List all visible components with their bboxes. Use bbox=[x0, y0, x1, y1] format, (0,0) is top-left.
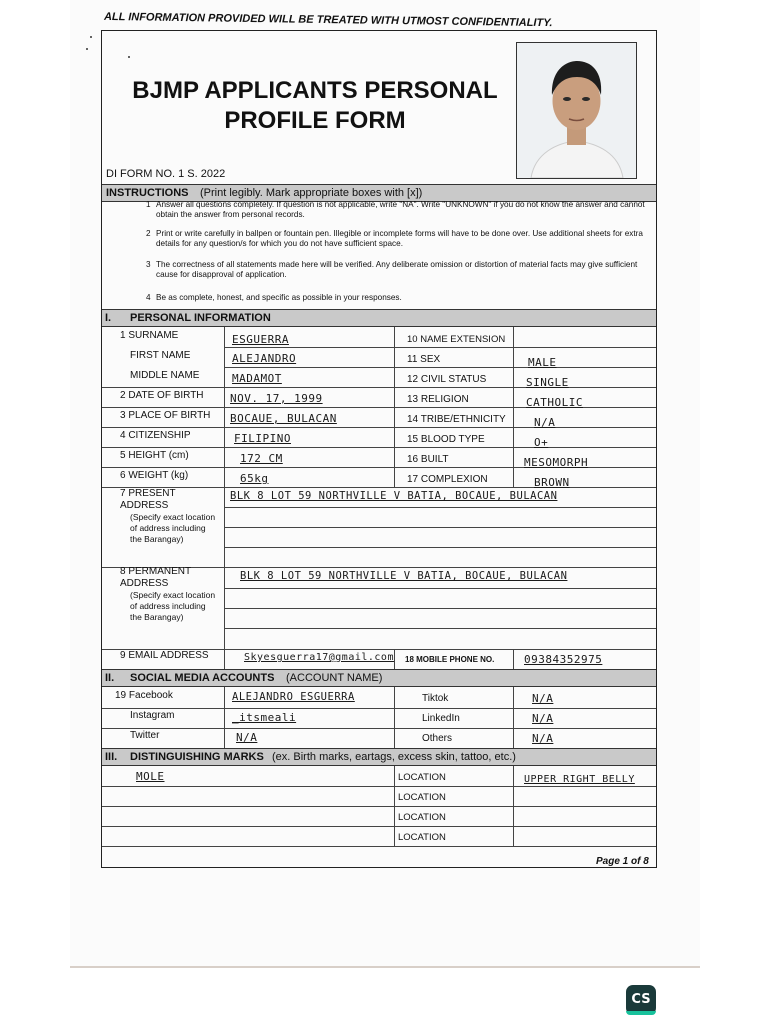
grid-line bbox=[224, 547, 656, 548]
present-address-value: BLK 8 LOT 59 NORTHVILLE V BATIA, BOCAUE, BULACAN bbox=[230, 490, 558, 502]
location-value: UPPER RIGHT BELLY bbox=[524, 774, 635, 785]
grid-line bbox=[224, 527, 656, 528]
complexion-label: 17 COMPLEXION bbox=[407, 474, 488, 485]
instructions-note: (Print legibly. Mark appropriate boxes with [x]) bbox=[200, 187, 423, 199]
weight-value: 65kg bbox=[240, 472, 269, 485]
grid-line bbox=[102, 728, 656, 729]
grid-line bbox=[102, 387, 656, 388]
instructions-heading: INSTRUCTIONS bbox=[106, 187, 189, 199]
religion-value: CATHOLIC bbox=[526, 396, 583, 409]
others-value: N/A bbox=[532, 732, 554, 745]
permanent-address-label bbox=[120, 566, 216, 623]
built-label: 16 BUILT bbox=[407, 454, 449, 465]
section-number: I. bbox=[105, 312, 112, 324]
sex-label: 11 SEX bbox=[407, 354, 441, 365]
blood-type-value: O+ bbox=[534, 436, 549, 449]
sex-value: MALE bbox=[528, 356, 557, 369]
linkedin-value: N/A bbox=[532, 712, 554, 725]
middlename-label: MIDDLE NAME bbox=[130, 370, 200, 381]
title-line-1: BJMP APPLICANTS PERSONAL bbox=[132, 77, 498, 104]
section-marks-header bbox=[102, 748, 656, 766]
grid-line bbox=[102, 806, 656, 807]
facebook-value: ALEJANDRO ESGUERRA bbox=[232, 691, 355, 703]
grid-line bbox=[224, 327, 225, 670]
citizenship-value: FILIPINO bbox=[234, 432, 291, 445]
mark-value: MOLE bbox=[136, 770, 165, 783]
grid-line bbox=[224, 608, 656, 609]
grid-line bbox=[102, 826, 656, 827]
page-number: Page 1 of 8 bbox=[596, 856, 649, 867]
grid-line bbox=[102, 447, 656, 448]
others-label: Others bbox=[422, 733, 453, 744]
middlename-value: MADAMOT bbox=[232, 372, 282, 385]
email-value: Skyesguerra17@gmail.com bbox=[244, 652, 394, 663]
location-label: LOCATION bbox=[398, 772, 446, 783]
section-note: (ACCOUNT NAME) bbox=[286, 672, 383, 684]
name-extension-label: 10 NAME EXTENSION bbox=[407, 334, 506, 345]
religion-label: 13 RELIGION bbox=[407, 394, 469, 405]
section-social-header bbox=[102, 669, 656, 687]
portrait-image bbox=[517, 43, 636, 178]
grid-line bbox=[224, 588, 656, 589]
surname-value: ESGUERRA bbox=[232, 333, 289, 346]
surname-label: 1 SURNAME bbox=[120, 330, 179, 341]
title-line-2: PROFILE FORM bbox=[224, 107, 406, 134]
section-title: DISTINGUISHING MARKS bbox=[130, 751, 264, 763]
speck bbox=[90, 36, 92, 38]
section-title: SOCIAL MEDIA ACCOUNTS bbox=[130, 672, 275, 684]
height-label: 5 HEIGHT (cm) bbox=[120, 450, 189, 461]
mobile-value: 09384352975 bbox=[524, 653, 603, 666]
pob-value: BOCAUE, BULACAN bbox=[230, 412, 337, 425]
grid-line bbox=[224, 367, 656, 368]
permanent-address-value: BLK 8 LOT 59 NORTHVILLE V BATIA, BOCAUE, BULACAN bbox=[240, 570, 568, 582]
instagram-value: _itsmeali bbox=[232, 711, 297, 724]
camscanner-badge[interactable]: CS bbox=[626, 985, 656, 1015]
height-value: 172 CM bbox=[240, 452, 283, 465]
grid-line bbox=[102, 786, 656, 787]
grid-line bbox=[102, 708, 656, 709]
dob-label: 2 DATE OF BIRTH bbox=[120, 390, 204, 401]
page-edge bbox=[70, 966, 700, 968]
section-number: II. bbox=[105, 672, 115, 684]
section-note: (ex. Birth marks, eartags, excess skin, tattoo, etc.) bbox=[272, 751, 516, 763]
grid-line bbox=[224, 628, 656, 629]
complexion-value: BROWN bbox=[534, 476, 570, 489]
permanent-address-note: (Specify exact location of address including the Barangay) bbox=[130, 590, 216, 622]
civil-status-value: SINGLE bbox=[526, 376, 569, 389]
dob-value: NOV. 17, 1999 bbox=[230, 392, 323, 405]
twitter-value: N/A bbox=[236, 731, 258, 744]
facebook-label: 19 Facebook bbox=[115, 690, 173, 701]
location-label: LOCATION bbox=[398, 832, 446, 843]
confidentiality-notice: ALL INFORMATION PROVIDED WILL BE TREATED WITH UTMOST CONFIDENTIALITY. bbox=[103, 10, 553, 30]
grid-line bbox=[394, 649, 395, 670]
linkedin-label: LinkedIn bbox=[422, 713, 460, 724]
grid-line bbox=[224, 347, 656, 348]
permanent-address-title: 8 PERMANENT ADDRESS bbox=[120, 566, 191, 589]
form-title bbox=[110, 76, 520, 136]
grid-line bbox=[513, 687, 514, 749]
location-label: LOCATION bbox=[398, 812, 446, 823]
grid-line bbox=[102, 427, 656, 428]
pob-label: 3 PLACE OF BIRTH bbox=[120, 410, 211, 421]
present-address-note: (Specify exact location of address including the Barangay) bbox=[130, 512, 216, 544]
tribe-value: N/A bbox=[534, 416, 556, 429]
weight-label: 6 WEIGHT (kg) bbox=[120, 470, 189, 481]
tribe-label: 14 TRIBE/ETHNICITY bbox=[407, 414, 506, 425]
firstname-label: FIRST NAME bbox=[130, 350, 191, 361]
grid-line bbox=[224, 507, 656, 508]
grid-line bbox=[394, 687, 395, 749]
blood-type-label: 15 BLOOD TYPE bbox=[407, 434, 485, 445]
built-value: MESOMORPH bbox=[524, 456, 589, 469]
location-label: LOCATION bbox=[398, 792, 446, 803]
form-number: DI FORM NO. 1 S. 2022 bbox=[106, 168, 226, 180]
section-number: III. bbox=[105, 751, 118, 763]
grid-line bbox=[513, 649, 514, 670]
present-address-label bbox=[120, 488, 216, 545]
applicant-photo bbox=[516, 42, 637, 179]
grid-line bbox=[102, 846, 656, 847]
tiktok-value: N/A bbox=[532, 692, 554, 705]
instagram-label: Instagram bbox=[130, 710, 175, 721]
tiktok-label: Tiktok bbox=[422, 693, 449, 704]
grid-line bbox=[224, 687, 225, 749]
civil-status-label: 12 CIVIL STATUS bbox=[407, 374, 487, 385]
citizenship-label: 4 CITIZENSHIP bbox=[120, 430, 191, 441]
present-address-title: 7 PRESENT ADDRESS bbox=[120, 488, 176, 511]
section-personal-header bbox=[102, 309, 656, 327]
section-title: PERSONAL INFORMATION bbox=[130, 312, 271, 324]
firstname-value: ALEJANDRO bbox=[232, 352, 297, 365]
speck bbox=[86, 48, 88, 50]
mobile-label: 18 MOBILE PHONE NO. bbox=[405, 655, 495, 664]
twitter-label: Twitter bbox=[130, 730, 160, 741]
email-label: 9 EMAIL ADDRESS bbox=[120, 650, 209, 661]
